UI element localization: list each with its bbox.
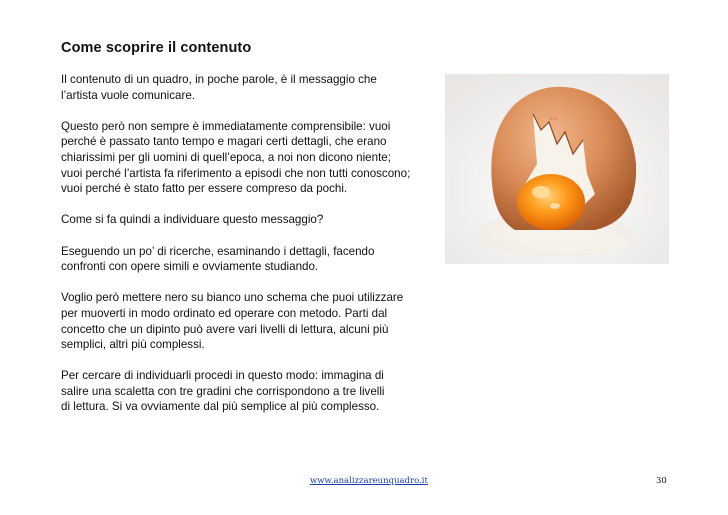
paragraph-1: Il contenuto di un quadro, in poche parole, è il messaggio che l’artista vuole comunicare. xyxy=(61,73,377,102)
paragraph-4: Eseguendo un po’ di ricerche, esaminando i dettagli, facendo confronti con opere simili e ovviamente studiando. xyxy=(61,244,375,274)
paragraph-2: Questo però non sempre è immediatamente comprensibile: vuoi perché è passato tanto tempo e magari certi dettagli, che erano chiarissimi per gli uomini di quell’epoca, a noi non dicono niente; vuoi perché l’artista fa riferimento a episodi che non tutti conoscono; vuoi perché è stato fatto per essere compreso da pochi. xyxy=(61,119,411,196)
paragraph-5: Voglio però mettere nero su bianco uno schema che puoi utilizzare per muoverti in modo ordinato ed operare con metodo. Parti dal concetto che un dipinto può avere vari livelli di lettura, alcuni più semplici, altri più complessi. xyxy=(61,291,404,352)
page-number: 30 xyxy=(656,476,667,486)
paragraph-3: Come si fa quindi a individuare questo messaggio? xyxy=(61,213,324,227)
body-text xyxy=(61,72,441,431)
paragraph-6: Per cercare di individuarli procedi in questo modo: immagina di salire una scaletta con tre gradini che corrispondono a tre livelli di lettura. Si va ovviamente dal più semplice al più complesso. xyxy=(61,369,385,414)
broken-egg-photo xyxy=(445,74,669,264)
website-link[interactable]: www.analizzareunquadro.it xyxy=(310,476,428,486)
svg-text:≈≈: ≈≈ xyxy=(549,116,558,122)
page-title: Come scoprire il contenuto xyxy=(61,40,252,56)
